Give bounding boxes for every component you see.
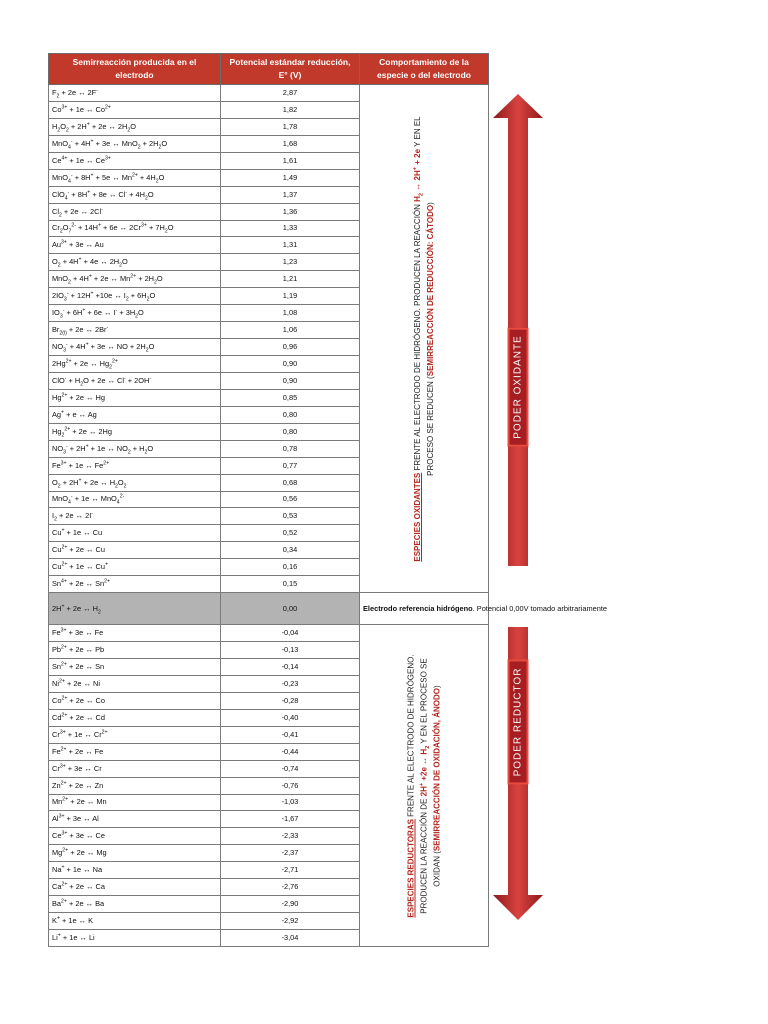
half-reaction-cell: $O_2 + 4H^+ + 4e$ ↔ $2H_2O$ (49, 254, 221, 271)
potential-cell: 1,08 (221, 305, 360, 322)
potential-cell: -1,03 (221, 794, 360, 811)
potential-cell: 0,53 (221, 508, 360, 525)
potential-cell: 1,33 (221, 220, 360, 237)
half-reaction-cell: $Cd^{2+} + 2e$ ↔ Cd (49, 709, 221, 726)
half-reaction-cell: $Fe^{3+} + 1e$ ↔ $Fe^{2+}$ (49, 457, 221, 474)
potential-cell: 1,06 (221, 322, 360, 339)
half-reaction-cell: $2Hg^{2+} + 2e$ ↔ $Hg_2^{2+}$ (49, 356, 221, 373)
table-row (49, 625, 489, 642)
reference-row (49, 593, 489, 625)
potential-cell: 1,31 (221, 237, 360, 254)
half-reaction-cell: $O_2 + 2H^+ + 2e$ ↔ $H_2O_2$ (49, 474, 221, 491)
half-reaction-cell: $Fe^{3+} + 3e$ ↔ Fe (49, 625, 221, 642)
oxidizing-power-label: PODER OXIDANTE (508, 327, 529, 446)
potential-cell: 1,21 (221, 271, 360, 288)
half-reaction-cell: $NO_3^- + 2H^+ + 1e$ ↔ $NO_2 + H_2O$ (49, 440, 221, 457)
half-reaction-cell: $Cr_2O_7^{2-} + 14H^+ + 6e$ ↔ $2Cr^{3+} + 7H_2O$ (49, 220, 221, 237)
half-reaction-cell: MnO$_4$- + 1e ↔ MnO$_4^{2-}$ (49, 491, 221, 508)
table-header-row (49, 54, 489, 85)
potential-cell: 0,80 (221, 406, 360, 423)
potential-cell: -0,76 (221, 777, 360, 794)
potential-cell: -0,13 (221, 642, 360, 659)
oxidant-description: ESPECIES OXIDANTES FRENTE AL ELECTRODO DE HIDRÓGENO. PRODUCEN LA REACCIÓN $H_2$ ↔ 2H+ + 2e Y EN EL PROCESO SE REDUCEN (SEMIRREACCIÓN DE REDUCCIÓN: CÁTODO) (412, 115, 435, 562)
potential-cell: 1,36 (221, 203, 360, 220)
potential-cell: 0,80 (221, 423, 360, 440)
half-reaction-cell: $Co^{2+} + 2e$ ↔ Co (49, 692, 221, 709)
half-reaction-cell: $Sn^{2+} + 2e$ ↔ Sn (49, 659, 221, 676)
potential-cell: -0,28 (221, 692, 360, 709)
half-reaction-cell: $Hg_2^{2+} + 2e$ ↔ 2Hg (49, 423, 221, 440)
header-behaviour: Comportamiento de la especie o del electrodo (360, 54, 489, 85)
half-reaction-cell: $Co^{3+} + 1e$ ↔ $Co^{2+}$ (49, 101, 221, 118)
half-reaction-cell: $Cu^{2+} + 2e$ ↔ Cu (49, 542, 221, 559)
half-reaction-cell: Na+ + 1e ↔ Na (49, 862, 221, 879)
potential-cell: 0,90 (221, 356, 360, 373)
potential-cell: 0,15 (221, 576, 360, 593)
half-reaction-cell: $Ba^{2+} + 2e$ ↔ Ba (49, 896, 221, 913)
half-reaction-cell: Ag+ + e ↔ Ag (49, 406, 221, 423)
potential-cell: -0,40 (221, 709, 360, 726)
potential-cell: 2,87 (221, 85, 360, 102)
header-potential: Potencial estándar reducción, E° (V) (221, 54, 360, 85)
potential-cell: -1,67 (221, 811, 360, 828)
potential-cell: -0,44 (221, 743, 360, 760)
potential-cell: 0,85 (221, 389, 360, 406)
half-reaction-cell: $Ce^{4+} + 1e$ ↔ $Ce^{3+}$ (49, 152, 221, 169)
half-reaction-cell: $Cu^{2+} + 1e$ ↔ Cu+ (49, 559, 221, 576)
oxidant-description-cell (360, 85, 489, 593)
potential-cell: -2,33 (221, 828, 360, 845)
potential-cell: 0,96 (221, 339, 360, 356)
half-reaction-cell: ClO$_4$- + 8H+ + 8e ↔ $Cl^- + 4H_2O$ (49, 186, 221, 203)
half-reaction-cell: $Pb^{2+} + 2e$ ↔ Pb (49, 642, 221, 659)
half-reaction-cell: MnO$_4$- + 4H+ + 3e ↔ $MnO_2 + 2H_2O$ (49, 135, 221, 152)
half-reaction-cell: $Cl_2 + 2e$ ↔ 2Cl- (49, 203, 221, 220)
potential-cell: 1,78 (221, 118, 360, 135)
potential-cell: 0,77 (221, 457, 360, 474)
potential-cell: -0,23 (221, 675, 360, 692)
half-reaction-cell: $Sn^{4+} + 2e$ ↔ $Sn^{2+}$ (49, 576, 221, 593)
half-reaction-cell: $Cr^{3+} + 3e$ ↔ Cr (49, 760, 221, 777)
potential-cell: 1,82 (221, 101, 360, 118)
potential-cell: -0,41 (221, 726, 360, 743)
half-reaction-cell: $2IO_3^- + 12H^+ +10e$ ↔ $I_2 + 6H_2O$ (49, 288, 221, 305)
half-reaction-cell: $Fe^{2+} + 2e$ ↔ Fe (49, 743, 221, 760)
potential-cell: 0,52 (221, 525, 360, 542)
reducer-description: ESPECIES REDUCTORAS FRENTE AL ELECTRODO DE HIDRÓGENO. PRODUCEN LA REACCIÓN DE 2H+ +2e ↔ $H_2$ Y EN EL PROCESO SE OXIDAN (SEMIRREACCIÓN DE OXIDACIÓN, ÁNODO) (406, 653, 442, 918)
potential-cell: 0,00 (221, 593, 360, 625)
potential-cell: 1,49 (221, 169, 360, 186)
half-reaction-cell: MnO$_2$ + 4H+ + 2e ↔ $Mn^{2+} + 2H_2O$ (49, 271, 221, 288)
half-reaction-cell: $F_2 + 2e$ ↔ 2F- (49, 85, 221, 102)
potential-cell: 0,68 (221, 474, 360, 491)
potential-cell: -0,14 (221, 659, 360, 676)
potential-cell: 1,61 (221, 152, 360, 169)
potential-cell: 1,37 (221, 186, 360, 203)
table-row (49, 85, 489, 102)
half-reaction-cell: $Ni^{2+} + 2e$ ↔ Ni (49, 675, 221, 692)
half-reaction-cell: 2H+ + 2e ↔ $H_2$ (49, 593, 221, 625)
half-reaction-cell: $Au^{3+} + 3e$ ↔ Au (49, 237, 221, 254)
potential-cell: -3,04 (221, 930, 360, 947)
half-reaction-cell: K+ + 1e ↔ K (49, 913, 221, 930)
potential-cell: -2,37 (221, 845, 360, 862)
potential-cell: -2,90 (221, 896, 360, 913)
half-reaction-cell: $Ca^{2+} + 2e$ ↔ Ca (49, 879, 221, 896)
reference-description: Electrodo referencia hidrógeno. Potencial 0,00V tomado arbitrariamente (360, 593, 489, 625)
potential-cell: -0,04 (221, 625, 360, 642)
half-reaction-cell: $ClO^- + H_2O + 2e$ ↔ Cl- + 2OH- (49, 372, 221, 389)
half-reaction-cell: $Cr^{3+} + 1e$ ↔ $Cr^{2+}$ (49, 726, 221, 743)
potential-cell: -2,71 (221, 862, 360, 879)
potential-cell: -0,74 (221, 760, 360, 777)
half-reaction-cell: $I_2 + 2e$ ↔ 2I- (49, 508, 221, 525)
half-reaction-cell: MnO$_4$- + 8H+ + 5e ↔ $Mn^{2+} + 4H_2O$ (49, 169, 221, 186)
half-reaction-cell: $IO_3^- + 6H^+ + 6e$ ↔ $I^- + 3H_2O$ (49, 305, 221, 322)
half-reaction-cell: $Mn^{2+} + 2e$ ↔ Mn (49, 794, 221, 811)
half-reaction-cell: $Br_{2(l)} + 2e$ ↔ 2Br- (49, 322, 221, 339)
potential-cell: 0,78 (221, 440, 360, 457)
header-half-reaction: Semirreacción producida en el electrodo (49, 54, 221, 85)
half-reaction-cell: $Al^{3+} + 3e$ ↔ Al (49, 811, 221, 828)
half-reaction-cell: $Hg^{2+} + 2e$ ↔ Hg (49, 389, 221, 406)
half-reaction-cell: Li+ + 1e ↔ Li (49, 930, 221, 947)
potential-cell: 1,68 (221, 135, 360, 152)
potential-cell: 1,19 (221, 288, 360, 305)
potential-cell: -2,92 (221, 913, 360, 930)
reducing-power-label: PODER REDUCTOR (508, 660, 529, 785)
reducer-description-cell (360, 625, 489, 947)
potential-cell: 0,34 (221, 542, 360, 559)
half-reaction-cell: $Zn^{2+} + 2e$ ↔ Zn (49, 777, 221, 794)
half-reaction-cell: $H_2O_2 + 2H^+ + 2e$ ↔ $2H_2O$ (49, 118, 221, 135)
potential-cell: 0,90 (221, 372, 360, 389)
half-reaction-cell: $Ce^{3+} + 3e$ ↔ Ce (49, 828, 221, 845)
half-reaction-cell: $Mg^{2+} + 2e$ ↔ Mg (49, 845, 221, 862)
potential-cell: 0,16 (221, 559, 360, 576)
potential-cell: -2,76 (221, 879, 360, 896)
half-reaction-cell: $NO_3^- + 4H^+ + 3e$ ↔ NO + $2H_2O$ (49, 339, 221, 356)
half-reaction-cell: Cu+ + 1e ↔ Cu (49, 525, 221, 542)
potential-cell: 1,23 (221, 254, 360, 271)
potential-cell: 0,56 (221, 491, 360, 508)
